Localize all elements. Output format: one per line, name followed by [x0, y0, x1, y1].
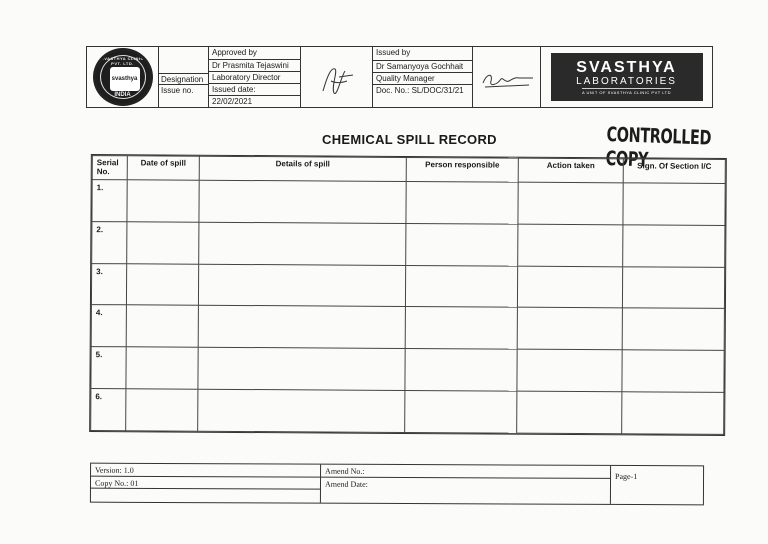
table-row: [91, 347, 724, 393]
seal-center: svasthya: [110, 67, 140, 91]
serial-cell: 4.: [91, 305, 126, 347]
signature-mark-2: [473, 47, 541, 107]
serial-cell: 3.: [91, 263, 126, 305]
col-sign-section-ic: Sign. Of Section I/C: [623, 159, 725, 184]
col-date-of-spill: Date of spill: [127, 156, 199, 180]
clinic-seal-logo: [93, 48, 153, 106]
footer-page-column: [611, 466, 703, 504]
document-number: Doc. No.: SL/DOC/31/21: [376, 86, 464, 95]
issuer-name: Dr Samanyoya Gochhait: [373, 61, 472, 73]
serial-cell: 5.: [91, 347, 126, 389]
approved-by-heading: Approved by: [209, 47, 300, 60]
col-details-of-spill: Details of spill: [199, 156, 406, 181]
table-row: [91, 389, 724, 435]
brand-line-2: LABORATORIES: [576, 76, 677, 87]
approver-name: Dr Prasmita Tejaswini: [209, 60, 300, 72]
serial-cell: 2.: [92, 221, 127, 263]
seal-top-text: SVASTHYA CLINIC PVT. LTD.: [101, 56, 144, 66]
table-row: [92, 180, 725, 226]
approved-by-column: [209, 47, 301, 107]
approver-role: Laboratory Director: [209, 72, 300, 84]
document-footer: [90, 463, 704, 506]
signature-mark: [301, 47, 373, 107]
document-header: [86, 46, 713, 108]
col-serial-no: Serial No.: [92, 156, 127, 180]
amend-no-text: Amend No.:: [325, 466, 365, 476]
issued-date: 22/02/2021: [212, 97, 253, 106]
page-number: Page-1: [615, 471, 638, 482]
col-action-taken: Action taken: [518, 158, 623, 183]
issuer-role: Quality Manager: [373, 73, 472, 85]
footer-amend-column: [321, 465, 611, 504]
issued-date-label: Issued date:: [209, 84, 300, 96]
version-text: Version: 1.0: [95, 465, 134, 475]
svasthya-laboratories-logo: [551, 53, 703, 101]
spill-record-table: [89, 154, 727, 436]
serial-cell: 6.: [91, 389, 126, 431]
page-title: CHEMICAL SPILL RECORD: [322, 132, 497, 147]
seal-bottom-text: INDIA: [114, 92, 131, 98]
issued-by-column: [373, 47, 473, 107]
brand-line-1: SVASTHYA: [576, 59, 677, 76]
issued-by-heading: Issued by: [373, 47, 472, 61]
seal-cell: [87, 47, 159, 107]
amend-date-text: Amend Date:: [321, 477, 610, 490]
issue-no-label: Issue no.: [159, 84, 208, 95]
brand-cell: [541, 47, 712, 107]
table-row: [92, 221, 725, 267]
footer-version-column: [91, 464, 321, 503]
approver-signature: [301, 47, 373, 107]
issuer-signature: [473, 47, 541, 107]
col-person-responsible: Person responsible: [406, 157, 518, 182]
brand-line-3: A UNIT OF SVASTHYA CLINIC PVT LTD: [581, 90, 672, 95]
serial-cell: 1.: [92, 180, 127, 222]
table-row: [91, 263, 724, 309]
copy-no-text: Copy No.: 01: [91, 476, 320, 489]
table-row: [91, 305, 724, 351]
designation-label: Designation: [159, 73, 208, 84]
label-column: [159, 47, 209, 107]
controlled-copy-stamp: CONTROLLED COPY: [605, 122, 712, 172]
